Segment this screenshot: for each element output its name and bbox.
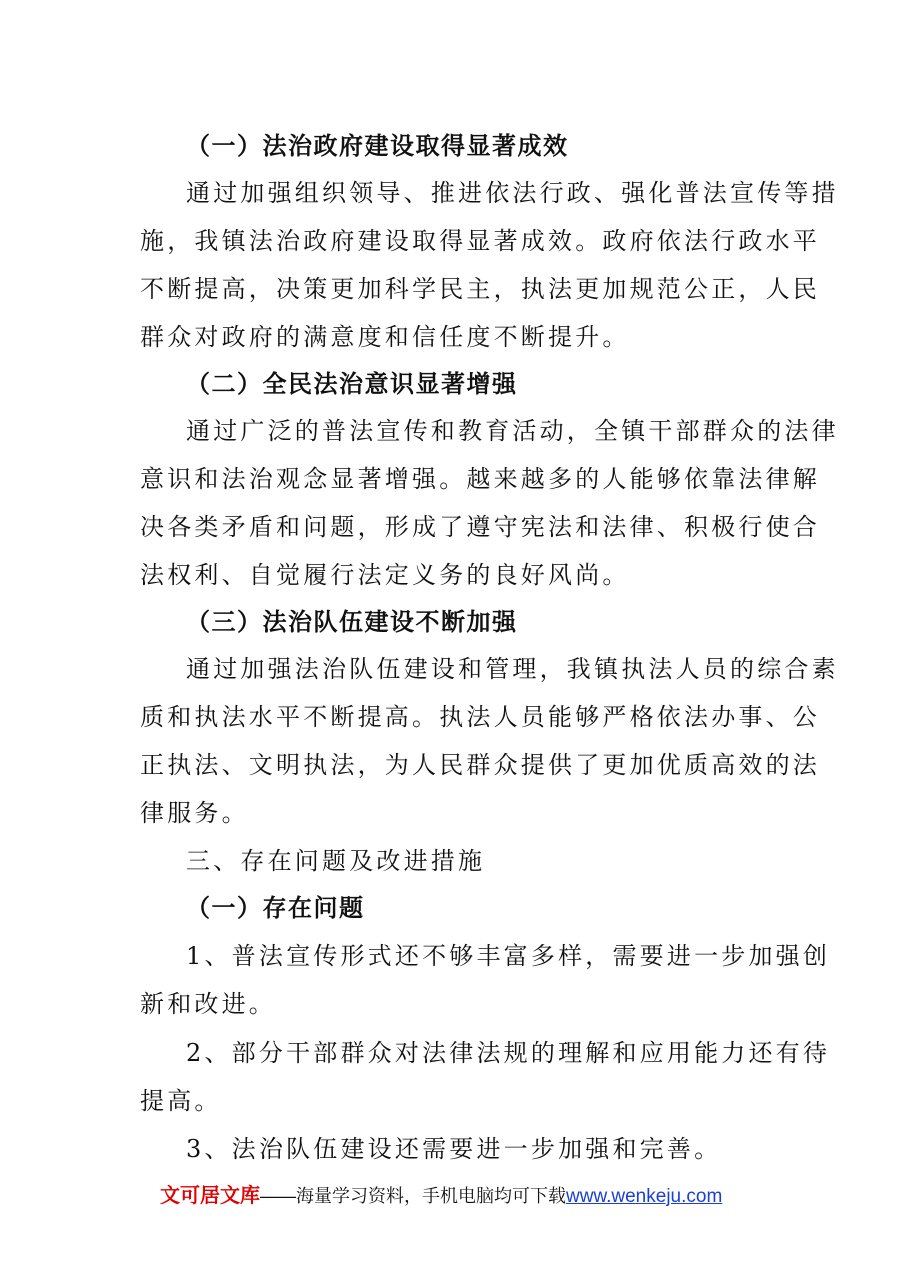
- paragraph-line: 群众对政府的满意度和信任度不断提升。: [140, 323, 630, 351]
- issues-subheading: （一）存在问题: [186, 893, 365, 922]
- footer: [160, 1183, 722, 1210]
- section-heading-1: （一）法治政府建设取得显著成效: [186, 131, 569, 160]
- paragraph-line: 施，我镇法治政府建设取得显著成效。政府依法行政水平: [140, 227, 820, 255]
- paragraph-line: 通过加强法治队伍建设和管理，我镇执法人员的综合素: [186, 655, 839, 683]
- issue-item-1: 1、普法宣传形式还不够丰富多样，需要进一步加强创: [186, 942, 831, 970]
- paragraph-line: 质和执法水平不断提高。执法人员能够严格依法办事、公: [140, 703, 820, 731]
- footer-brand: 文可居文库: [160, 1185, 260, 1207]
- paragraph-line: 律服务。: [140, 799, 249, 827]
- issue-item-3: 3、法治队伍建设还需要进一步加强和完善。: [186, 1135, 722, 1163]
- paragraph-line: 意识和法治观念显著增强。越来越多的人能够依靠法律解: [140, 465, 820, 493]
- footer-tagline: ——海量学习资料，手机电脑均可下载: [260, 1186, 566, 1206]
- part-three-title: 三、存在问题及改进措施: [186, 847, 486, 875]
- paragraph-line: 通过广泛的普法宣传和教育活动，全镇干部群众的法律: [186, 417, 839, 445]
- paragraph-line: 不断提高，决策更加科学民主，执法更加规范公正，人民: [140, 275, 820, 303]
- issue-item-2-continued: 提高。: [140, 1087, 222, 1115]
- paragraph-line: 法权利、自觉履行法定义务的良好风尚。: [140, 561, 630, 589]
- paragraph-line: 决各类矛盾和问题，形成了遵守宪法和法律、积极行使合: [140, 513, 820, 541]
- paragraph-line: 正执法、文明执法，为人民群众提供了更加优质高效的法: [140, 751, 820, 779]
- issue-item-2: 2、部分干部群众对法律法规的理解和应用能力还有待: [186, 1039, 831, 1067]
- section-heading-2: （二）全民法治意识显著增强: [186, 369, 518, 398]
- footer-link[interactable]: www.wenkeju.com: [566, 1186, 723, 1207]
- section-heading-3: （三）法治队伍建设不断加强: [186, 607, 518, 636]
- issue-item-1-continued: 新和改进。: [140, 990, 276, 1018]
- paragraph-line: 通过加强组织领导、推进依法行政、强化普法宣传等措: [186, 179, 839, 207]
